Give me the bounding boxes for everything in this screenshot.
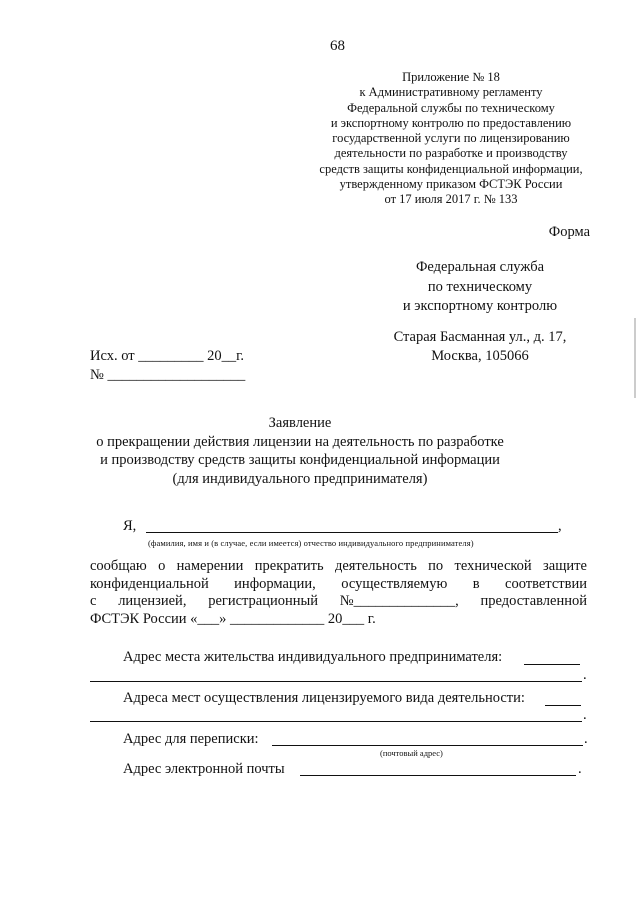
applicant-prefix: Я,	[123, 518, 137, 534]
annex-line: утвержденному приказом ФСТЭК России	[339, 177, 563, 192]
email-end-mark: .	[578, 761, 582, 777]
title-line: о прекращении действия лицензии на деятельность по разработке	[96, 433, 504, 450]
title-line: (для индивидуального предпринимателя)	[172, 470, 428, 487]
annex-line: и экспортному контролю по предоставлению	[330, 115, 572, 130]
mail-field[interactable]	[272, 745, 583, 746]
addressee-line: по техническому	[427, 278, 533, 295]
addressee-line: Федеральная служба	[415, 259, 545, 275]
document-title	[90, 414, 510, 488]
annex-line: государственной услуги по лицензированию	[332, 131, 570, 146]
outgoing-date[interactable]: Исх. от _________ 20__г.	[90, 348, 245, 364]
statement-paragraph	[90, 558, 587, 628]
word: соответствии	[505, 575, 587, 592]
title-line: Заявление	[268, 415, 332, 431]
word: осуществляемую	[341, 575, 448, 592]
word: сообщаю	[90, 558, 147, 574]
residence-field[interactable]	[90, 681, 582, 682]
applicant-caption: (фамилия, имя и (в случае, если имеется) отчество индивидуального предпринимателя)	[148, 538, 474, 548]
annex-line: Приложение № 18	[402, 70, 500, 84]
annex-line: средств защиты конфиденциальной информации,	[319, 161, 583, 176]
applicant-name-field[interactable]	[146, 532, 558, 533]
word: лицензией,	[118, 593, 187, 609]
word: защите	[543, 558, 587, 574]
form-label: Форма	[548, 224, 590, 240]
annex-line: к Административному регламенту	[359, 85, 543, 100]
addressee-block	[380, 258, 580, 367]
mail-caption: (почтовый адрес)	[380, 748, 443, 758]
word: прекратить	[254, 558, 324, 574]
addressee-address: Старая Басманная ул., д. 17,	[393, 328, 567, 345]
word: по	[428, 558, 444, 574]
annex-header	[300, 70, 602, 208]
addressee-line: и экспортному контролю	[402, 298, 558, 314]
word: регистрационный	[208, 593, 319, 609]
paragraph-line-4	[90, 611, 587, 629]
activity-label: Адреса мест осуществления лицензируемого вида деятельности:	[123, 690, 525, 706]
scan-edge-mark	[634, 318, 636, 398]
email-label: Адрес электронной почты	[123, 761, 285, 777]
title-line: и производству средств защиты конфиденциальной информации	[100, 452, 500, 468]
page-number: 68	[330, 38, 345, 54]
annex-line: от 17 июля 2017 г. № 133	[384, 192, 518, 207]
email-field[interactable]	[300, 775, 576, 776]
activity-end-mark: .	[583, 707, 587, 723]
activity-field-start[interactable]	[545, 705, 581, 706]
residence-end-mark: .	[583, 667, 587, 683]
word: намерении	[176, 558, 244, 574]
word: о	[158, 558, 166, 574]
outgoing-ref	[90, 347, 245, 385]
residence-field-start[interactable]	[524, 664, 580, 665]
word: в	[472, 575, 480, 592]
residence-label: Адрес места жительства индивидуального предпринимателя:	[123, 649, 503, 665]
word: деятельность	[334, 558, 417, 574]
addressee-address: Москва, 105066	[431, 348, 529, 364]
word: конфиденциальной	[90, 575, 209, 592]
paragraph-line-1	[90, 558, 587, 576]
word: с	[90, 593, 97, 609]
license-number-field[interactable]: №______________,	[339, 593, 459, 609]
word: информации,	[234, 575, 316, 592]
outgoing-number[interactable]: № ___________________	[90, 367, 246, 383]
mail-end-mark: .	[584, 731, 588, 747]
word: технической	[454, 558, 532, 574]
annex-line: деятельности по разработке и производству	[334, 146, 568, 161]
word: предоставленной	[480, 593, 587, 609]
paragraph-line-3	[90, 593, 587, 611]
annex-line: Федеральной службы по техническому	[347, 100, 555, 115]
mail-label: Адрес для переписки:	[123, 731, 259, 747]
activity-field[interactable]	[90, 721, 582, 722]
paragraph-line-2	[90, 576, 587, 594]
applicant-suffix: ,	[558, 518, 562, 534]
license-date-field[interactable]: ФСТЭК России «___» _____________ 20___ г.	[90, 610, 376, 627]
